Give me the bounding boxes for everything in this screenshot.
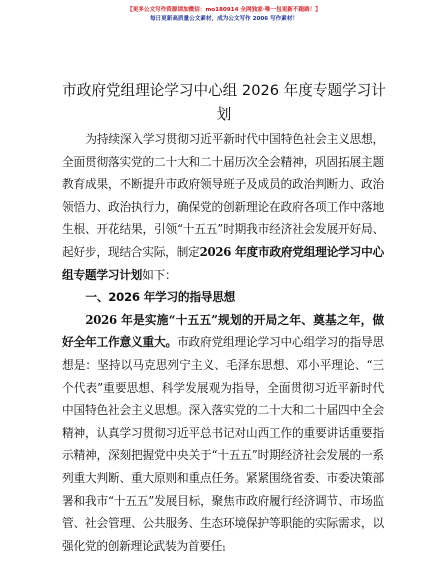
intro-bold-text: 2026 年度市政府党组理论学习中心组专题学习计划 <box>62 244 384 282</box>
promo-banner <box>0 6 448 24</box>
promo-banner-line-2: 每日更新高质量公文素材，成为公文写作 2006 写作素材！ <box>149 16 299 22</box>
page-number: 1 <box>221 545 227 553</box>
document-body <box>62 128 384 557</box>
intro-paragraph <box>62 128 384 286</box>
intro-tail: 如下： <box>142 267 177 282</box>
section1-text: 市政府党组理论学习中心组学习的指导思想是：坚持以马克思列宁主义、毛泽东思想、邓小平理论、“三个代表”重要思想、科学发展观为指导，全面贯彻习近平新时代中国特色社会主义思想。深入落实党的二十大和二十届四中全会精神，认真学习贯彻习近平总书记对山西工作的重要讲话重要指示精神，深刻把握党中央关于“十五五”时期经济社会发展的一系列重大判断、重大原则和重点任务。紧紧围绕省委、市委决策部署和我市“十五五”发展目标，聚焦市政府履行经济调节、市场监管、社会管理、公共服务、生态环境保护等职能的实际需求，以强化党的创新理论武装为首要任 <box>62 335 384 553</box>
section1-paragraph <box>62 309 384 558</box>
document-title: 市政府党组理论学习中心组 2026 年度专题学习计划 <box>62 82 386 123</box>
section-heading-1: 一、2026 年学习的指导思想 <box>85 290 236 305</box>
section1-bold-lead: 2026 年是实施“十五五”规划的开局之年、奠基之年，做好全年工作意义重大。 <box>62 312 384 350</box>
promo-banner-line-1: 【更多公文写作资源请加微信：mo180914 全网独家·唯一包更新不跑路！】 <box>127 7 321 13</box>
intro-text: 为持续深入学习贯彻习近平新时代中国特色社会主义思想，全面贯彻落实党的二十大和二十届历次全会精神，巩固拓展主题教育成果，不断提升市政府领导班子及成员的政治判断力、政治领悟力、政治执行力，确保党的创新理论在政府各项工作中落地生根、开花结果，引领“十五五”时期我市经济社会发展开好局、起好步，现结合实际，制定 <box>62 132 384 259</box>
